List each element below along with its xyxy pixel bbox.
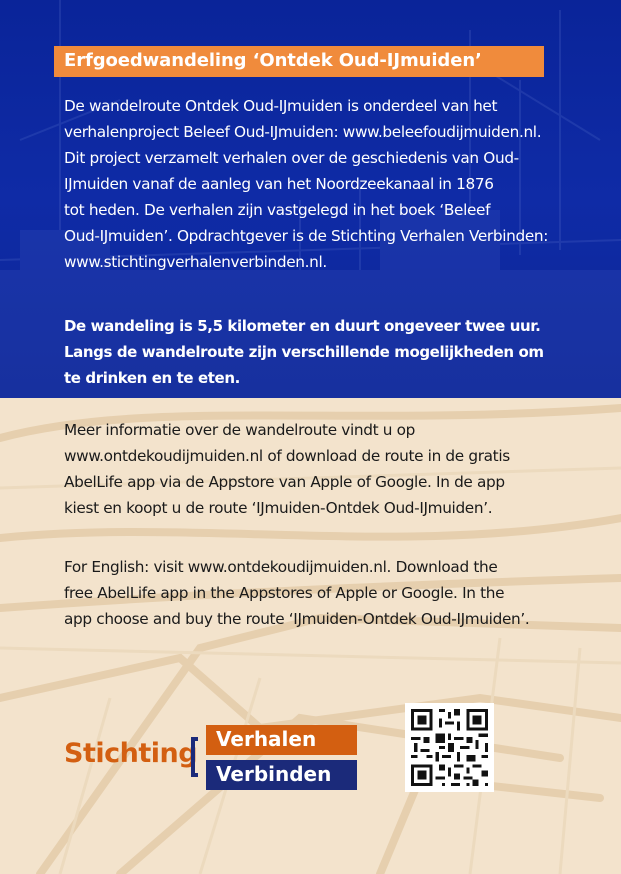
english-paragraph	[64, 554, 584, 632]
text-line: www.stichtingverhalenverbinden.nl.	[64, 253, 327, 271]
bracket-icon	[190, 737, 200, 777]
route-info-paragraph	[64, 313, 584, 391]
text-line: verhalenproject Beleef Oud-IJmuiden: www.beleefoudijmuiden.nl.	[64, 123, 542, 141]
text-line: Dit project verzamelt verhalen over de geschiedenis van Oud-	[64, 149, 519, 167]
text-line: IJmuiden vanaf de aanleg van het Noordzeekanaal in 1876	[64, 175, 494, 193]
top-blue-panel	[0, 0, 621, 398]
text-line: free AbelLife app in the Appstores of Apple or Google. In the	[64, 584, 505, 602]
page-title: Erfgoedwandeling ‘Ontdek Oud-IJmuiden’	[64, 50, 482, 71]
more-info-paragraph	[64, 417, 584, 521]
logo-verhalen-box	[206, 725, 357, 755]
logo-stichting-text: Stichting	[64, 738, 198, 769]
text-line: kiest en koopt u de route ‘IJmuiden-Ontdek Oud-IJmuiden’.	[64, 499, 493, 517]
qr-code-icon[interactable]	[405, 703, 494, 792]
text-line: te drinken en te eten.	[64, 369, 240, 387]
text-line: Langs de wandelroute zijn verschillende mogelijkheden om	[64, 343, 544, 361]
title-bar	[54, 46, 544, 77]
text-line: De wandeling is 5,5 kilometer en duurt ongeveer twee uur.	[64, 317, 541, 335]
logo-verhalen-text: Verhalen	[216, 727, 317, 751]
text-line: Meer informatie over de wandelroute vindt u op	[64, 421, 415, 439]
logo-verbinden-box	[206, 760, 357, 790]
text-line: AbelLife app via de Appstore van Apple of Google. In de app	[64, 473, 505, 491]
text-line: Oud-IJmuiden’. Opdrachtgever is de Stichting Verhalen Verbinden:	[64, 227, 549, 245]
text-line: tot heden. De verhalen zijn vastgelegd in het boek ‘Beleef	[64, 201, 491, 219]
text-line: www.ontdekoudijmuiden.nl of download de route in de gratis	[64, 447, 510, 465]
intro-paragraph	[64, 93, 584, 275]
text-line: app choose and buy the route ‘IJmuiden-Ontdek Oud-IJmuiden’.	[64, 610, 530, 628]
text-line: For English: visit www.ontdekoudijmuiden.nl. Download the	[64, 558, 498, 576]
text-line: De wandelroute Ontdek Oud-IJmuiden is onderdeel van het	[64, 97, 498, 115]
logo-verbinden-text: Verbinden	[216, 762, 332, 786]
